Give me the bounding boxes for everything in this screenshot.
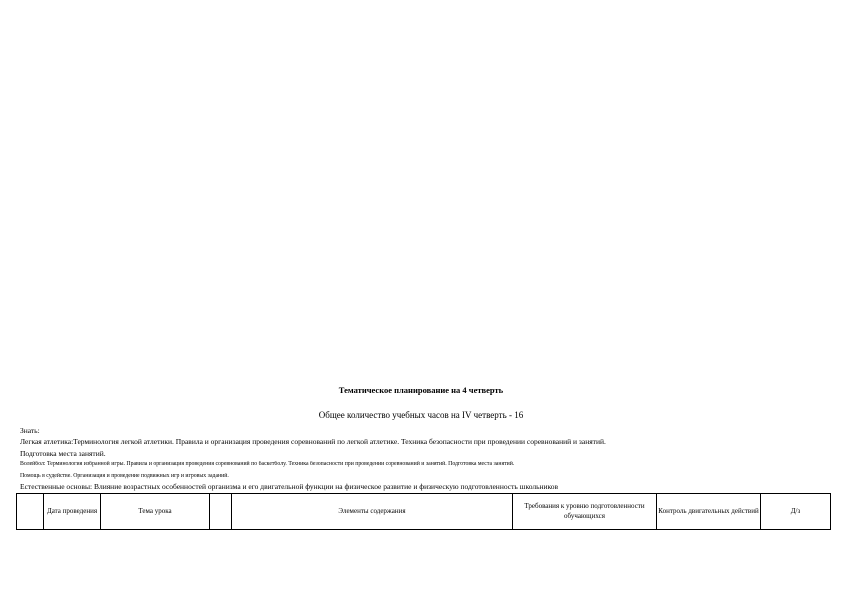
header-date: Дата проведения xyxy=(44,494,101,530)
natural-basics-line: Естественные основы: Влияние возрастных особенностей организма и его двигательной функции на физическое развитие и физическую подготовленность школьников xyxy=(20,482,559,491)
athletics-line: Легкая атлетика:Терминология легкой атлетики. Правила и организация проведения соревнований по легкой атлетике. Техника безопасности при проведении соревнований и занятий. xyxy=(20,437,606,446)
preparation-line: Подготовка места занятий. xyxy=(20,449,106,458)
referee-line: Помощь в судействе. Организация и проведение подвижных игр и игровых заданий. xyxy=(20,473,229,479)
header-blank xyxy=(210,494,232,530)
header-homework: Д/з xyxy=(761,494,831,530)
plan-table xyxy=(16,493,831,530)
header-control: Контроль двигательных действий xyxy=(657,494,761,530)
header-content: Элементы содержания xyxy=(232,494,513,530)
header-topic: Тема урока xyxy=(101,494,210,530)
volleyball-line: Волейбол: Терминология избранной игры. Правила и организация проведения соревнований по баскетболу. Техника безопасности при проведении соревнований и занятий. Подготовка места занятий. xyxy=(20,461,515,467)
header-number xyxy=(17,494,44,530)
table-header-row xyxy=(17,494,831,530)
document-subtitle: Общее количество учебных часов на IV четверть - 16 xyxy=(318,410,524,420)
document-title: Тематическое планирование на 4 четверть xyxy=(338,385,504,395)
header-requirements: Требования к уровню подготовленности обучающихся xyxy=(513,494,657,530)
know-heading: Знать: xyxy=(20,426,40,435)
